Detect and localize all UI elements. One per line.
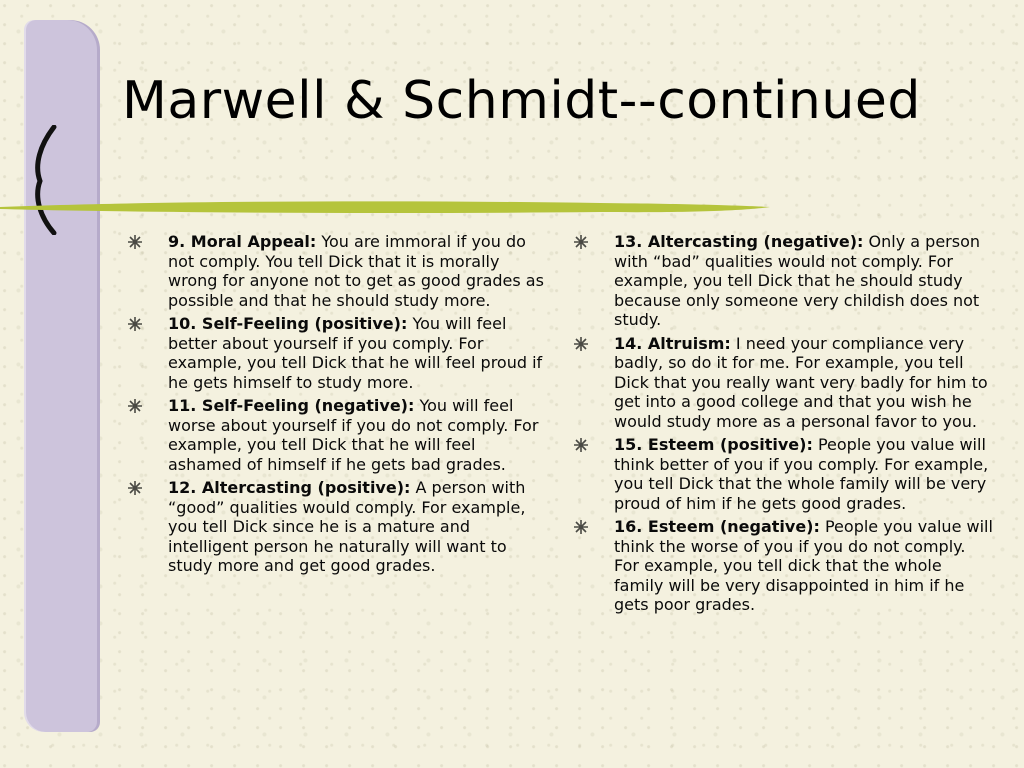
item-term: 14. Altruism: [614, 333, 731, 353]
item-text: You will feel better about yourself if you comply. For example, you tell Dick that he will feel proud if he gets himself to study more. [168, 314, 543, 392]
list-item [128, 478, 548, 576]
bullet-icon [128, 399, 142, 413]
bullet-icon [574, 438, 588, 452]
bracket-ornament-icon [30, 125, 60, 235]
right-bullet-list [574, 232, 994, 619]
list-item [574, 334, 994, 432]
item-text: You are immoral if you do not comply. You tell Dick that it is morally wrong for anyone not to get as good grades as possible and that he should study more. [168, 232, 544, 310]
bullet-icon [574, 337, 588, 351]
item-text: People you value will think better of you if you comply. For example, you tell Dick that the whole family will be very proud of him if he gets good grades. [614, 435, 989, 513]
item-term: 15. Esteem (positive): [614, 435, 813, 454]
item-term: 10. Self-Feeling (positive): [168, 314, 408, 333]
slide-title: Marwell & Schmidt--continued [122, 71, 921, 131]
left-bullet-list [128, 232, 548, 580]
item-text: A person with “good” qualities would comply. For example, you tell Dick since he is a mature and intelligent person he naturally will want to study more and get good grades. [168, 478, 526, 575]
bullet-icon [128, 317, 142, 331]
bullet-icon [128, 235, 142, 249]
bullet-icon [574, 235, 588, 249]
list-item [128, 396, 548, 474]
item-term: 9. Moral Appeal: [168, 232, 317, 251]
item-term: 11. Self-Feeling (negative): [168, 396, 415, 415]
item-text: I need your compliance very badly, so do it for me. For example, you tell Dick that you really want very badly for him to get into a good college and that you wish he would study more as a personal favor to you. [614, 333, 988, 431]
item-text: Only a person with “bad” qualities would not comply. For example, you tell Dick that he should study because only someone very childish does not study. [614, 232, 981, 329]
item-text: You will feel worse about yourself if you do not comply. For example, you tell Dick that he will feel ashamed of himself if he gets bad grades. [168, 396, 539, 474]
item-text: People you value will think the worse of you if you do not comply. For example, you tell dick that the whole family will be very disappointed in him if he gets poor grades. [614, 517, 993, 614]
item-term: 13. Altercasting (negative): [614, 232, 864, 251]
list-item [128, 232, 548, 310]
item-term: 12. Altercasting (positive): [168, 478, 411, 497]
list-item [574, 232, 994, 330]
title-underline [0, 196, 770, 218]
list-item [574, 517, 994, 615]
item-term: 16. Esteem (negative): [614, 517, 820, 536]
list-item [574, 435, 994, 513]
list-item [128, 314, 548, 392]
bullet-icon [574, 520, 588, 534]
bullet-icon [128, 481, 142, 495]
